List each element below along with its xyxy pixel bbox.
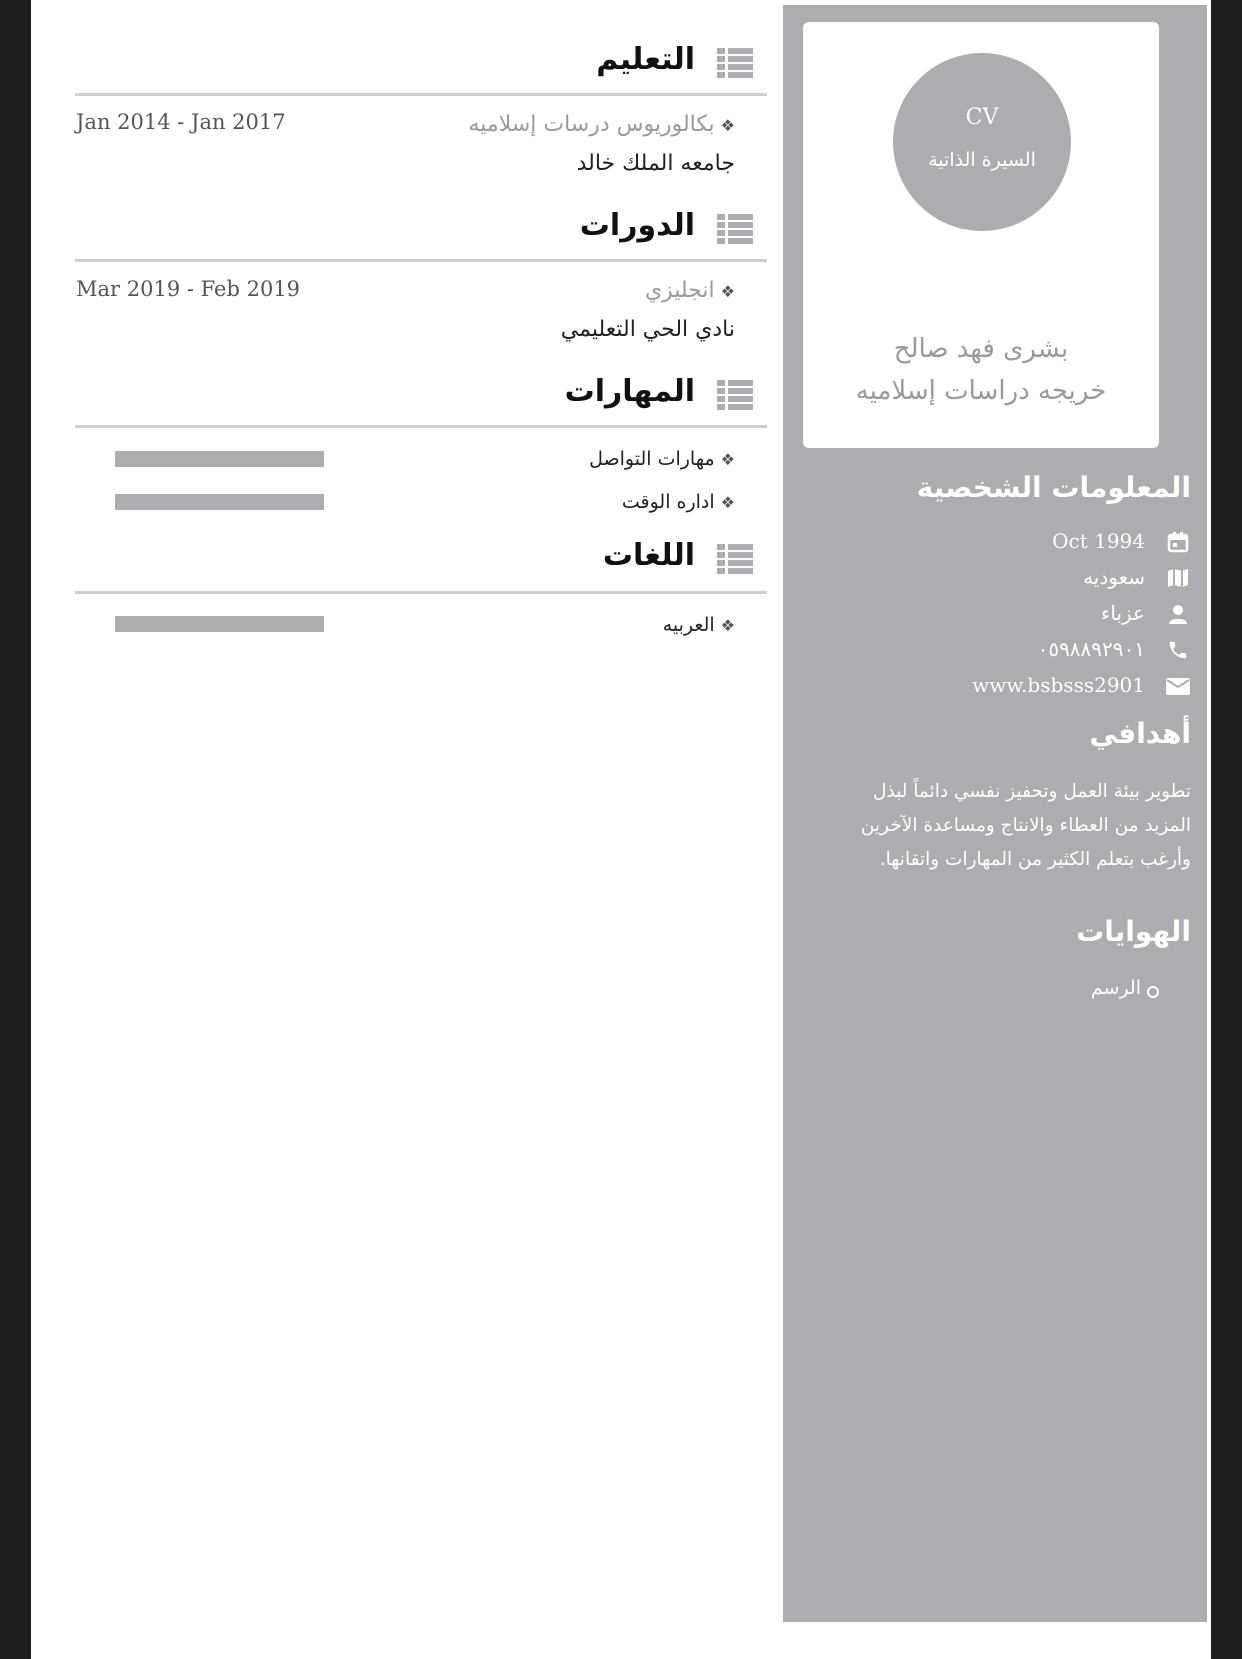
skills-heading: المهارات — [564, 374, 695, 409]
education-section-title — [75, 42, 767, 82]
birth-date-row — [891, 527, 1191, 557]
hobbies-heading: الهوايات — [1076, 915, 1191, 948]
skill-level-bar — [115, 451, 324, 467]
cv-label: CV — [965, 105, 999, 130]
language-level-bar — [115, 616, 324, 632]
course-dates: Mar 2019 - Feb 2019 — [76, 277, 301, 301]
language-item: ❖العربيه — [662, 614, 735, 636]
avatar — [893, 53, 1071, 231]
skill-item: ❖مهارات التواصل — [589, 448, 735, 470]
cv-arabic-label: السيرة الذاتية — [928, 149, 1036, 171]
list-icon — [717, 214, 753, 244]
person-name: بشرى فهد صالح — [893, 334, 1069, 364]
map-icon — [1165, 565, 1191, 591]
person-icon — [1165, 601, 1191, 627]
list-icon — [717, 380, 753, 410]
mail-icon — [1165, 673, 1191, 699]
bullet-circle-icon — [1147, 986, 1159, 998]
course-provider: نادي الحي التعليمي — [560, 317, 735, 342]
phone-value: ٠٥٩٨٨٩٢٩٠١ — [1037, 637, 1145, 661]
hobby-item: الرسم — [1090, 977, 1141, 999]
courses-section-title — [75, 208, 767, 248]
website-row — [891, 671, 1191, 701]
skill-level-bar — [115, 494, 324, 510]
marital-status-row — [891, 599, 1191, 629]
personal-info-heading: المعلومات الشخصية — [916, 471, 1191, 504]
calendar-icon — [1165, 529, 1191, 555]
skill-item: ❖اداره الوقت — [621, 491, 735, 513]
phone-row — [891, 635, 1191, 665]
birth-date-value: Oct 1994 — [1052, 529, 1145, 553]
nationality-row — [891, 563, 1191, 593]
list-icon — [717, 544, 753, 574]
languages-section-title — [75, 538, 767, 578]
languages-heading: اللغات — [602, 538, 695, 573]
profile-card — [803, 22, 1159, 448]
divider — [75, 425, 767, 428]
divider — [75, 259, 767, 262]
course-name: ❖انجليزي — [644, 278, 735, 303]
person-title: خريجه دراسات إسلاميه — [855, 376, 1107, 406]
marital-status-value: عزباء — [1100, 601, 1145, 625]
goals-text: تطوير بيئة العمل وتحفيز نفسي دائماً لبذل المزيد من العطاء والانتاج ومساعدة الآخرين وأرغب بتعلم الكثير من المهارات واتقانها. — [860, 781, 1191, 870]
education-degree: ❖بكالوريوس درسات إسلاميه — [468, 112, 735, 137]
divider — [75, 591, 767, 594]
goals-heading: أهدافي — [1089, 717, 1191, 750]
list-icon — [717, 48, 753, 78]
sidebar — [783, 5, 1207, 1622]
education-school: جامعه الملك خالد — [576, 151, 735, 176]
nationality-value: سعوديه — [1083, 565, 1145, 589]
website-value: www.bsbsss2901 — [972, 673, 1145, 697]
cv-page — [31, 0, 1211, 1659]
education-heading: التعليم — [596, 42, 695, 77]
phone-icon — [1165, 637, 1191, 663]
divider — [75, 93, 767, 96]
skills-section-title — [75, 374, 767, 414]
education-dates: Jan 2014 - Jan 2017 — [76, 110, 286, 134]
courses-heading: الدورات — [579, 208, 695, 243]
